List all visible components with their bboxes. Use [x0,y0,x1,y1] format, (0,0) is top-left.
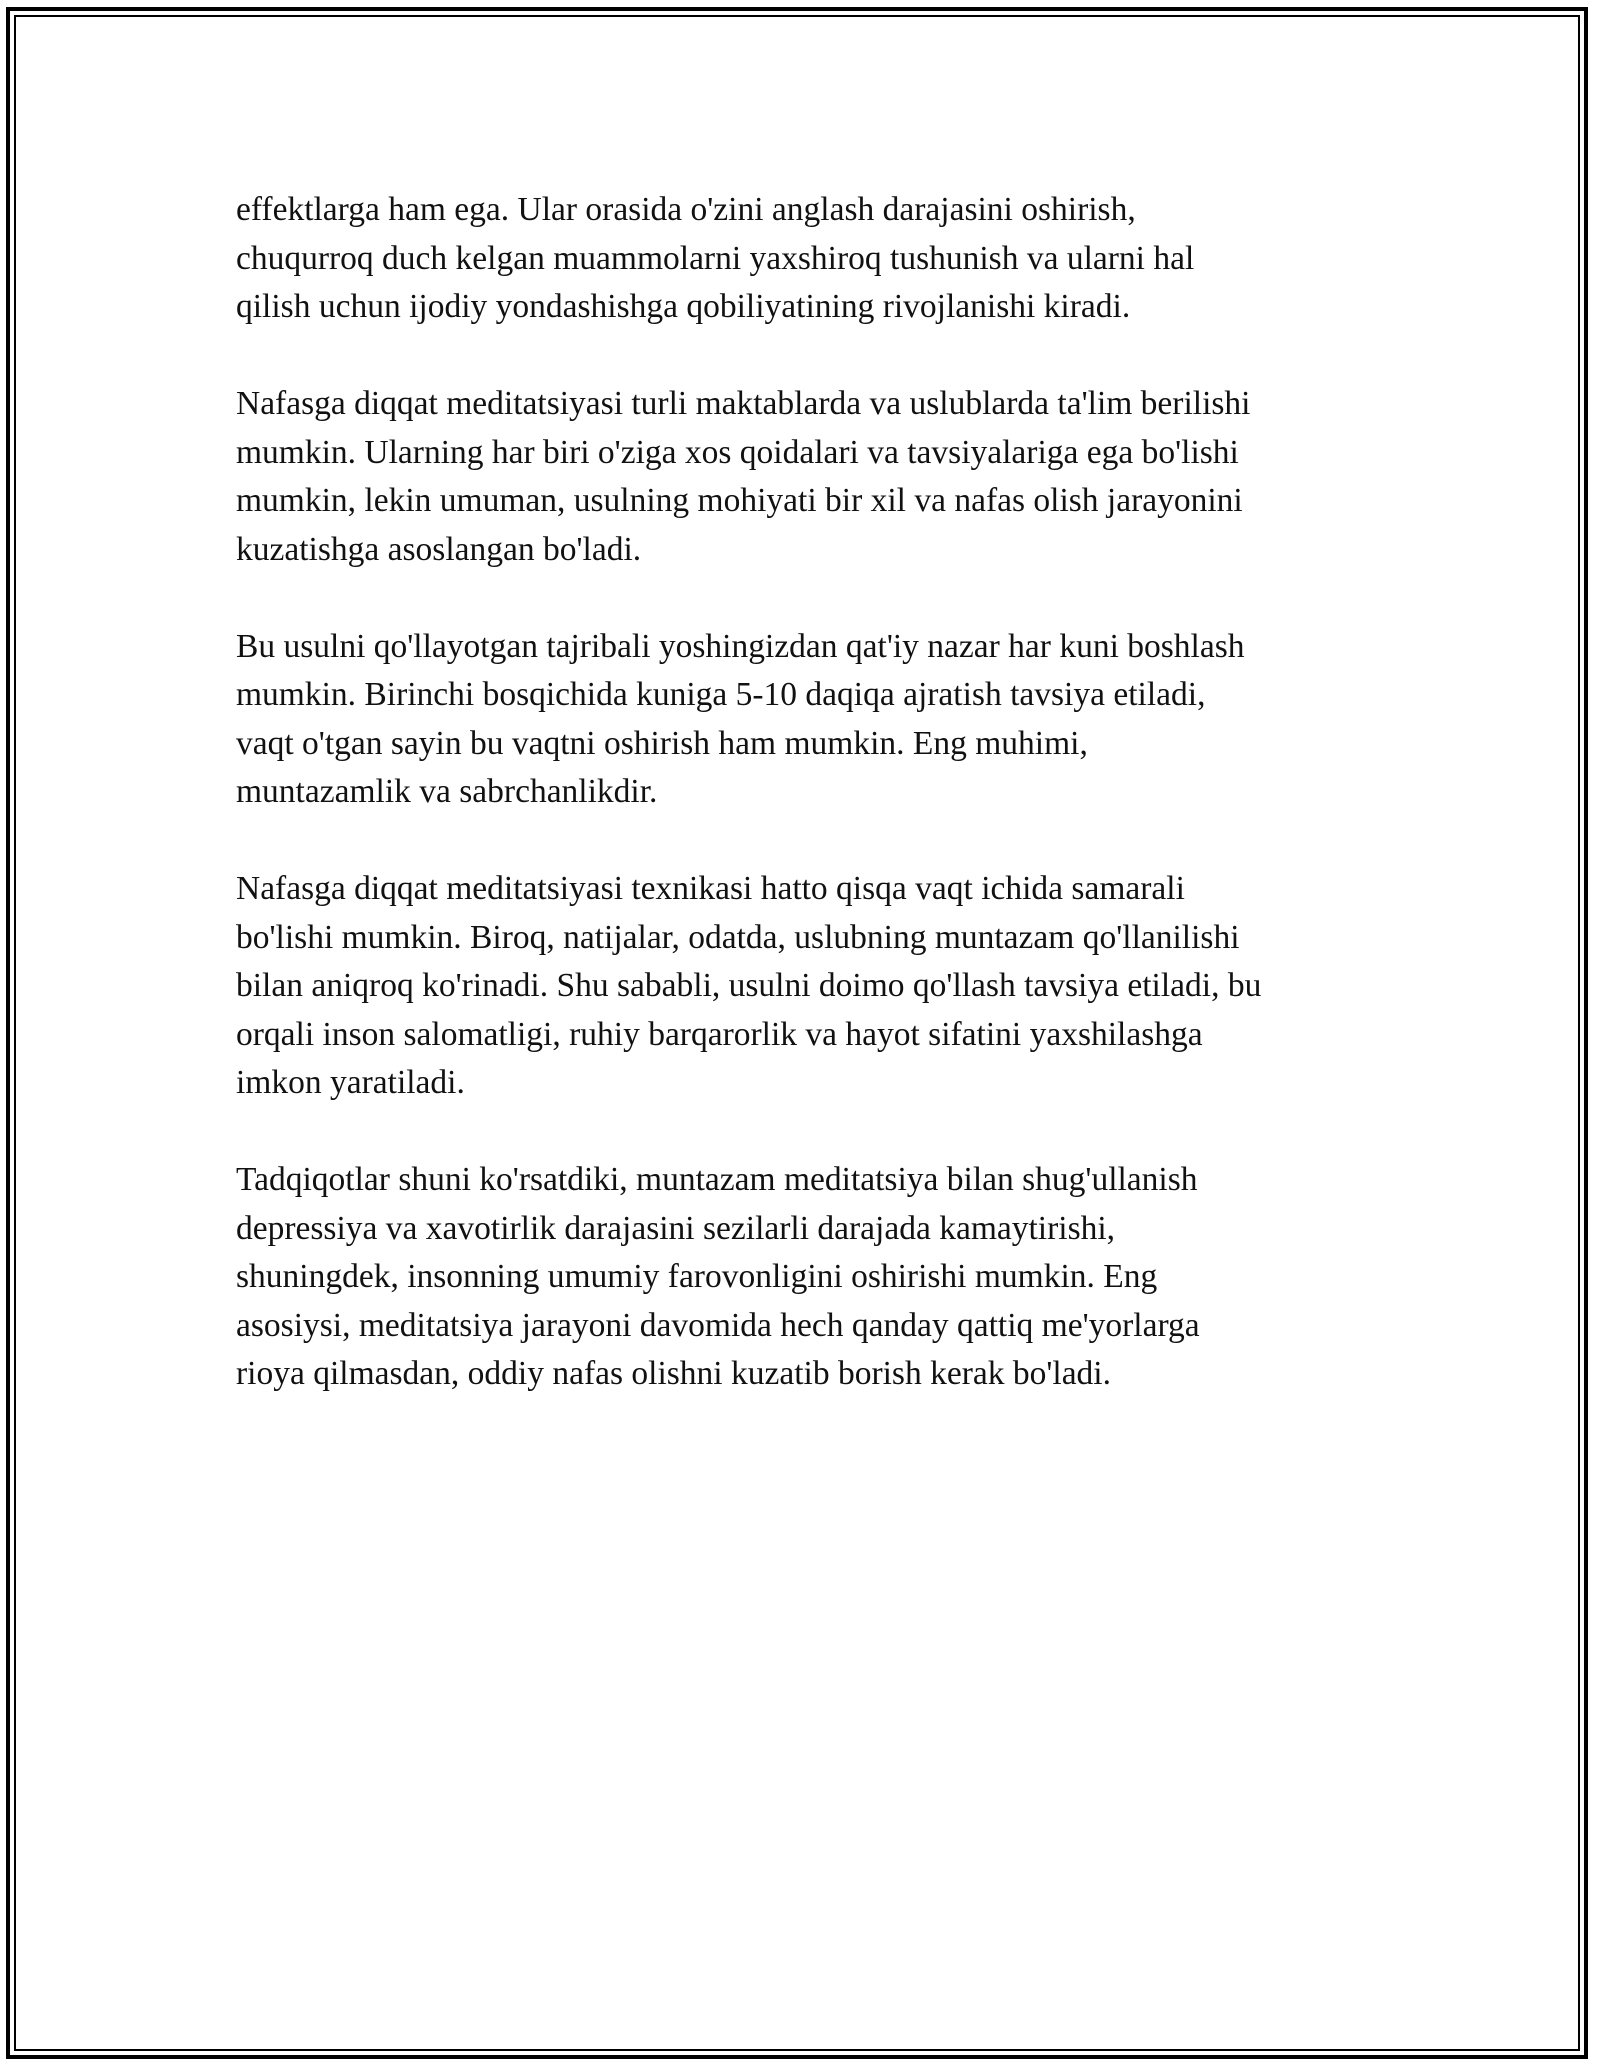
text-line: imkon yaratiladi. [236,1064,465,1101]
text-line: shuningdek, insonning umumiy farovonligini oshirishi mumkin. Eng [236,1258,1158,1295]
paragraph-5 [236,1156,1376,1399]
text-line: chuqurroq duch kelgan muammolarni yaxshiroq tushunish va ularni hal [236,239,1195,277]
text-line: muntazamlik va sabrchanlikdir. [236,773,658,810]
text-line: Nafasga diqqat meditatsiyasi texnikasi hatto qisqa vaqt ichida samarali [236,870,1185,907]
text-line: vaqt o'tgan sayin bu vaqtni oshirish ham mumkin. Eng muhimi, [236,724,1088,762]
text-line: kuzatishga asoslangan bo'ladi. [236,530,642,568]
paragraph-2 [236,380,1376,574]
text-line: depressiya va xavotirlik darajasini sezilarli darajada kamaytirishi, [236,1209,1116,1247]
paragraph-4 [236,865,1376,1108]
text-line: bo'lishi mumkin. Biroq, natijalar, odatda, uslubning muntazam qo'llanilishi [236,918,1240,956]
text-line: Bu usulni qo'llayotgan tajribali yoshingizdan qat'iy nazar har kuni boshlash [236,627,1245,665]
text-line: Nafasga diqqat meditatsiyasi turli maktablarda va uslublarda ta'lim berilishi [236,385,1251,422]
text-line: rioya qilmasdan, oddiy nafas olishni kuzatib borish kerak bo'ladi. [236,1355,1111,1392]
document-body [236,186,1376,1447]
text-line: mumkin, lekin umuman, usulning mohiyati bir xil va nafas olish jarayonini [236,482,1243,519]
text-line: asosiysi, meditatsiya jarayoni davomida hech qanday qattiq me'yorlarga [236,1306,1200,1344]
text-line: bilan aniqroq ko'rinadi. Shu sababli, usulni doimo qo'llash tavsiya etiladi, bu [236,967,1262,1004]
paragraph-3 [236,623,1376,817]
text-line: orqali inson salomatligi, ruhiy barqarorlik va hayot sifatini yaxshilashga [236,1015,1203,1053]
text-line: Tadqiqotlar shuni ko'rsatdiki, muntazam meditatsiya bilan shug'ullanish [236,1161,1198,1198]
text-line: effektlarga ham ega. Ular orasida o'zini anglash darajasini oshirish, [236,191,1136,228]
text-line: mumkin. Ularning har biri o'ziga xos qoidalari va tavsiyalariga ega bo'lishi [236,433,1239,471]
text-line: mumkin. Birinchi bosqichida kuniga 5-10 daqiqa ajratish tavsiya etiladi, [236,676,1206,713]
text-line: qilish uchun ijodiy yondashishga qobiliyatining rivojlanishi kiradi. [236,288,1131,325]
paragraph-1 [236,186,1376,332]
